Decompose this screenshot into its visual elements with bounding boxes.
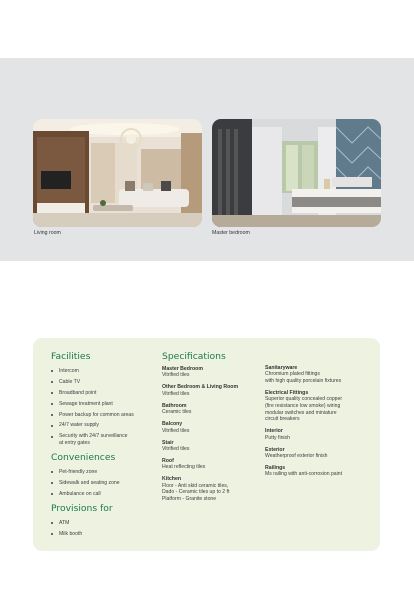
spec-other-bedroom: Other Bedroom & Living Room Vitrified tiles	[162, 384, 239, 397]
bullet-icon	[51, 482, 53, 484]
list-item: Power backup for common areas	[51, 412, 156, 418]
spec-roof: Roof Heat reflecting tiles	[162, 457, 206, 471]
list-item: Cable TV	[51, 379, 156, 385]
master-bedroom-photo	[212, 119, 381, 227]
specifications-column-right	[265, 365, 375, 483]
living-room-caption: Living room	[34, 230, 61, 236]
bullet-icon	[51, 414, 53, 416]
list-item: ATM	[51, 520, 156, 526]
list-item: Security with 24/7 surveillance at entry gates	[51, 433, 156, 446]
list-item: Sewage treatment plant	[51, 401, 156, 407]
list-item: Milk booth	[51, 531, 156, 537]
list-item: 24/7 water supply	[51, 422, 156, 428]
bullet-icon	[51, 436, 53, 438]
spec-kitchen: Kitchen Floor - Anti skid ceramic tiles, Dado - Ceramic tiles up to 2 ft Platform - Granite stone	[162, 476, 230, 502]
list-item: Broadband point	[51, 390, 156, 396]
spec-bathroom: Bathroom Ceramic tiles	[162, 402, 192, 416]
provisions-heading: Provisions for	[51, 503, 113, 515]
master-bedroom-caption: Master bedroom	[212, 230, 250, 236]
bullet-icon	[51, 522, 53, 524]
bullet-icon	[51, 370, 53, 372]
spec-electrical: Electrical Fittings Superior quality concealed copper (fire resistance low smoke) wiring modular switches and miniature circuit breakers	[265, 389, 343, 423]
living-room-photo	[33, 119, 202, 227]
spec-interior: Interior Putty finish	[265, 428, 290, 441]
bullet-icon	[51, 403, 53, 405]
bullet-icon	[51, 533, 53, 535]
amenities-column	[51, 351, 156, 542]
spec-stair: Stair Vitrified tiles	[162, 439, 190, 452]
list-item: Pet-friendly zone	[51, 469, 156, 475]
conveniences-heading: Conveniences	[51, 451, 116, 463]
specifications-column	[162, 351, 262, 508]
provisions-list	[51, 520, 156, 537]
facilities-list	[51, 368, 156, 446]
list-item: Intercom	[51, 368, 156, 374]
bullet-icon	[51, 425, 53, 427]
list-item: Ambulance on call	[51, 491, 156, 497]
bullet-icon	[51, 471, 53, 473]
spec-balcony: Balcony Vitrified tiles	[162, 421, 190, 434]
bullet-icon	[51, 493, 53, 495]
specifications-heading: Specifications	[162, 351, 226, 362]
spec-exterior: Exterior Weatherproof exterior finish	[265, 446, 328, 459]
facilities-heading: Facilities	[51, 351, 91, 362]
conveniences-list	[51, 469, 156, 497]
spec-sanitaryware: Sanitaryware Chromium plated fittings with high quality porcelain fixtures	[265, 365, 342, 384]
bullet-icon	[51, 381, 53, 383]
list-item: Sidewalk and seating zone	[51, 480, 156, 486]
spec-master-bedroom: Master Bedroom Vitrified tiles	[162, 366, 203, 379]
features-panel	[33, 338, 380, 551]
bullet-icon	[51, 392, 53, 394]
spec-railings: Railings Ms railing with anti-corrosion paint	[265, 464, 343, 478]
